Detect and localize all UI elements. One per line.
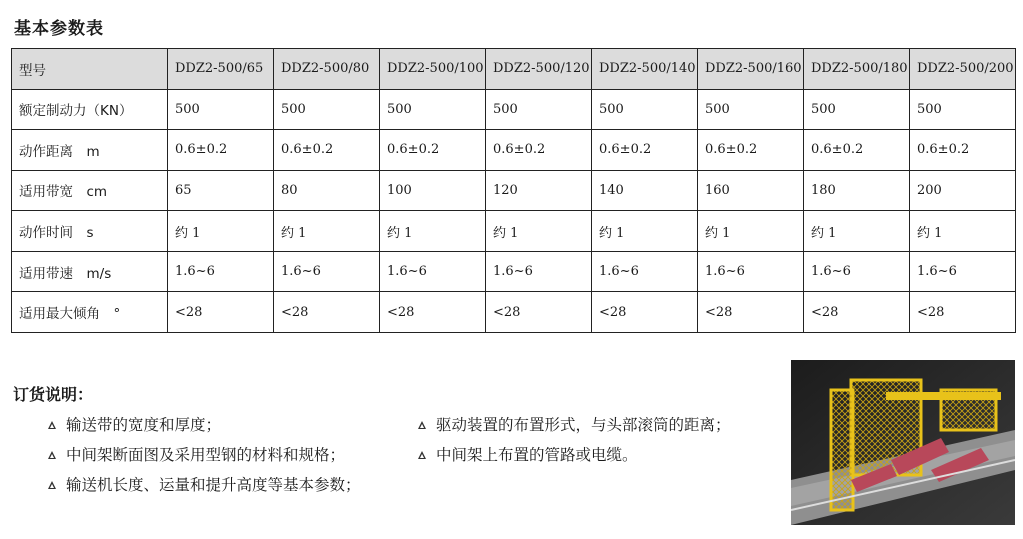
table-row [12, 251, 1016, 292]
list-item [48, 470, 361, 500]
conveyor-brake-photo [791, 360, 1015, 525]
triangle-bullet-icon [48, 451, 56, 459]
table-cell: 约 1 [698, 211, 804, 252]
table-cell: 约 1 [910, 211, 1016, 252]
parameters-table [11, 48, 1016, 333]
row-label: 额定制动力（KN） [12, 89, 168, 130]
table-cell: 0.6±0.2 [380, 130, 486, 171]
note-text: 中间架上布置的管路或电缆。 [436, 446, 638, 464]
table-cell: <28 [380, 292, 486, 333]
table-row [12, 211, 1016, 252]
table-header-row [12, 49, 1016, 90]
table-cell: 500 [804, 89, 910, 130]
row-label: 适用带宽 cm [12, 170, 168, 211]
table-cell: 1.6~6 [910, 251, 1016, 292]
row-label: 动作时间 s [12, 211, 168, 252]
table-cell: 0.6±0.2 [168, 130, 274, 171]
table-cell: 500 [698, 89, 804, 130]
table-cell: 180 [804, 170, 910, 211]
table-header-cell: 型号 [12, 49, 168, 90]
table-cell: 0.6±0.2 [910, 130, 1016, 171]
table-cell: 80 [274, 170, 380, 211]
row-label: 动作距离 m [12, 130, 168, 171]
table-cell: 0.6±0.2 [698, 130, 804, 171]
list-item [48, 440, 361, 470]
page-title: 基本参数表 [14, 19, 104, 39]
table-header-cell: DDZ2-500/140 [592, 49, 698, 90]
table-cell: 约 1 [592, 211, 698, 252]
order-notes-title: 订货说明： [13, 385, 94, 404]
table-cell: 1.6~6 [486, 251, 592, 292]
table-cell: 约 1 [168, 211, 274, 252]
table-cell: 500 [168, 89, 274, 130]
note-text: 驱动装置的布置形式，与头部滚筒的距离； [436, 416, 731, 434]
table-cell: 200 [910, 170, 1016, 211]
list-item [418, 440, 731, 470]
table-cell: 约 1 [274, 211, 380, 252]
list-item [48, 410, 361, 440]
table-cell: 500 [910, 89, 1016, 130]
table-cell: 1.6~6 [274, 251, 380, 292]
table-cell: 0.6±0.2 [592, 130, 698, 171]
table-header-cell: DDZ2-500/120 [486, 49, 592, 90]
table-row [12, 292, 1016, 333]
table-row [12, 170, 1016, 211]
table-cell: <28 [910, 292, 1016, 333]
table-cell: 500 [274, 89, 380, 130]
table-header-cell: DDZ2-500/65 [168, 49, 274, 90]
table-header-cell: DDZ2-500/80 [274, 49, 380, 90]
table-cell: 1.6~6 [380, 251, 486, 292]
table-row [12, 130, 1016, 171]
note-text: 输送带的宽度和厚度； [66, 416, 222, 434]
table-cell: 140 [592, 170, 698, 211]
triangle-bullet-icon [418, 451, 426, 459]
table-cell: 0.6±0.2 [804, 130, 910, 171]
row-label: 适用带速 m/s [12, 251, 168, 292]
table-cell: 120 [486, 170, 592, 211]
table-cell: 500 [380, 89, 486, 130]
order-notes-left [48, 410, 361, 500]
table-cell: 约 1 [804, 211, 910, 252]
table-cell: <28 [168, 292, 274, 333]
table-header-cell: DDZ2-500/180 [804, 49, 910, 90]
table-header-cell: DDZ2-500/160 [698, 49, 804, 90]
note-text: 中间架断面图及采用型钢的材料和规格； [66, 446, 346, 464]
table-cell: <28 [804, 292, 910, 333]
product-photo [791, 360, 1015, 525]
table-cell: <28 [592, 292, 698, 333]
list-item [418, 410, 731, 440]
table-row [12, 89, 1016, 130]
table-cell: 500 [486, 89, 592, 130]
table-cell: 65 [168, 170, 274, 211]
table-cell: 0.6±0.2 [486, 130, 592, 171]
triangle-bullet-icon [48, 421, 56, 429]
order-notes-right [418, 410, 731, 470]
table-cell: <28 [274, 292, 380, 333]
table-header-cell: DDZ2-500/100 [380, 49, 486, 90]
row-label: 适用最大倾角 ° [12, 292, 168, 333]
table-cell: 0.6±0.2 [274, 130, 380, 171]
table-cell: 约 1 [380, 211, 486, 252]
table-cell: 1.6~6 [592, 251, 698, 292]
table-cell: <28 [698, 292, 804, 333]
table-cell: 1.6~6 [804, 251, 910, 292]
table-cell: <28 [486, 292, 592, 333]
table-cell: 100 [380, 170, 486, 211]
table-cell: 1.6~6 [168, 251, 274, 292]
triangle-bullet-icon [418, 421, 426, 429]
table-cell: 500 [592, 89, 698, 130]
table-header-cell: DDZ2-500/200 [910, 49, 1016, 90]
triangle-bullet-icon [48, 481, 56, 489]
note-text: 输送机长度、运量和提升高度等基本参数； [66, 476, 361, 494]
table-cell: 1.6~6 [698, 251, 804, 292]
table-cell: 160 [698, 170, 804, 211]
table-cell: 约 1 [486, 211, 592, 252]
